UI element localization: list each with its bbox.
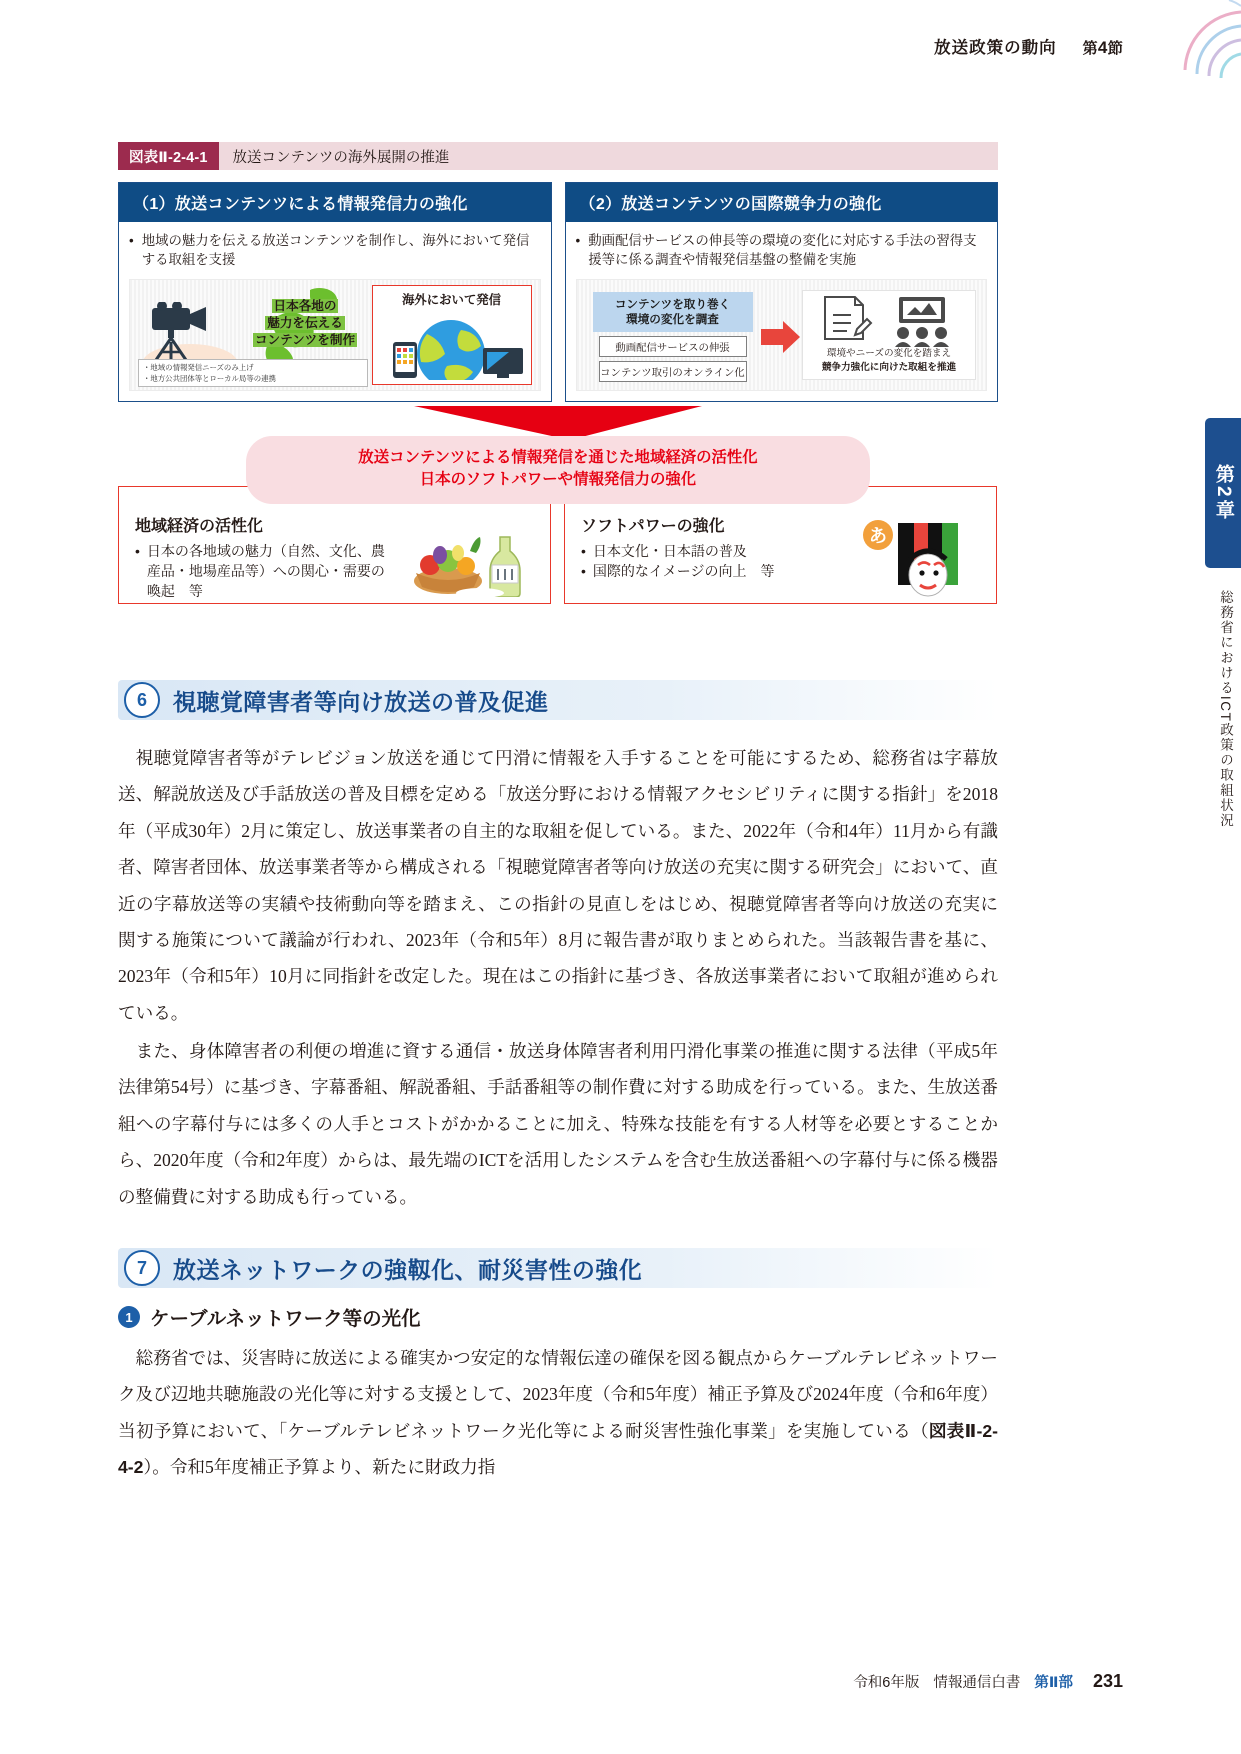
- overseas-illustration: [373, 308, 529, 380]
- vegetables-sake-basket-icon: [408, 521, 540, 597]
- panel-1-green-label: [240, 298, 370, 349]
- paragraph-after-ref: ）。令和5年度補正予算より、新たに財政力指: [143, 1457, 496, 1478]
- paragraph-text: また、身体障害者の利便の増進に資する通信・放送身体障害者利用円滑化事業の推進に関する法律（平成5年法律第54号）に基づき、字幕番組、解説番組、手話番組等の制作費に対する助成を行っている。また、生放送番組への字幕付与には多くの人手とコストがかかることに加え、特殊な技能を有する人材等を必要とすることから、2020年度（令和2年度）からは、最先端のICTを活用したシステムを含む生放送番組への字幕付与に係る機器の整備費に対する助成も行っている。: [118, 1041, 998, 1207]
- outcome-1-title: 地域経済の活性化: [135, 517, 264, 535]
- subsection-title: ケーブルネットワーク等の光化: [150, 1308, 421, 1330]
- survey-item-1: 動画配信サービスの伸張: [599, 336, 747, 357]
- figure-number-tag: 図表Ⅱ-2-4-1: [118, 142, 219, 170]
- document-pencil-icon: [825, 297, 871, 339]
- footer-book-title: 情報通信白書: [933, 1675, 1021, 1691]
- bullet-dot-icon: •: [581, 542, 586, 559]
- competitiveness-caption-line-2: 競争力強化に向けた取組を推進: [821, 361, 957, 373]
- panel-1-bullet: [129, 231, 541, 270]
- paragraph-before-ref: 総務省では、災害時に放送による確実かつ安定的な情報伝達の確保を図る観点からケーブルテレビネットワーク及び辺地共聴施設の光化等に対する支援として、2023年度（令和5年度）補正予算及び2024年度（令和6年度）当初予算において、「ケーブルテレビネットワーク光化等による耐災害性強化事業」を実施している（: [118, 1348, 998, 1441]
- video-camera-icon: [146, 302, 220, 362]
- section-6-paragraph-1: [118, 740, 998, 1031]
- section-indicator: 第4節: [1082, 38, 1123, 57]
- survey-item-2: コンテンツ取引のオンライン化: [599, 361, 747, 382]
- section-6-paragraph-2: [118, 1033, 998, 1215]
- section-7-paragraph: [118, 1340, 998, 1486]
- sake-bottle: [490, 537, 520, 597]
- survey-heading-line-1: コンテンツを取り巻く: [614, 297, 731, 311]
- panel-2-bullet-text: 動画配信サービスの伸長等の環境の変化に対応する手法の習得支援等に係る調査や情報発信基盤の整備を実施: [588, 233, 977, 268]
- figure-ii-2-4-1: [118, 142, 998, 604]
- bullet-dot-icon: •: [575, 233, 581, 248]
- banner-line-1: 放送コンテンツによる情報発信を通じた地域経済の活性化: [358, 448, 758, 466]
- competitiveness-caption-line-1: 環境やニーズの変化を踏まえ: [826, 348, 952, 360]
- header-decoration: [1111, 0, 1241, 105]
- funnel-arrow-container: [118, 406, 998, 440]
- figure-caption-row: [118, 142, 998, 170]
- paragraph-text: [118, 1340, 998, 1486]
- red-down-funnel-icon: [118, 406, 998, 440]
- survey-card-heading: [593, 292, 753, 332]
- green-label-line-1: 日本各地の: [273, 298, 337, 313]
- bullet-dot-icon: •: [581, 562, 586, 579]
- chapter-side-title: 総務省におけるICT政策の取組状況: [1218, 590, 1233, 829]
- outcome-1-item-text: 日本の各地域の魅力（自然、文化、農産品・地場産品等）への関心・需要の喚起 等: [146, 542, 385, 600]
- page-running-header: [934, 34, 1123, 58]
- figure-panel-2: [565, 182, 999, 402]
- banner-line-2: 日本のソフトパワーや情報発信力の強化: [419, 471, 697, 489]
- overseas-box-title: 海外において発信: [401, 292, 502, 307]
- panel-2-body: [566, 222, 998, 401]
- footnote-line-1: ・地域の情報発信ニーズのみ上げ: [143, 362, 254, 372]
- overseas-broadcast-box: [372, 285, 532, 385]
- section-7-title: 放送ネットワークの強靱化、耐災害性の強化: [173, 1256, 643, 1283]
- section-7-number: 7: [124, 1250, 160, 1286]
- bullet-dot-icon: •: [129, 233, 134, 248]
- panel-2-bullet: [576, 231, 988, 270]
- page-footer: [0, 1671, 1241, 1692]
- presentation-people-icon: [895, 297, 949, 347]
- panel-1-heading: （1）放送コンテンツによる情報発信力の強化: [119, 183, 551, 222]
- survey-heading-line-2: 環境の変化を調査: [626, 312, 719, 326]
- paragraph-text: 視聴覚障害者等がテレビジョン放送を通じて円滑に情報を入手することを可能にするため、総務省は字幕放送、解説放送及び手話放送の普及目標を定める「放送分野における情報アクセシビリティに関する指針」を2018年（平成30年）2月に策定し、放送事業者の自主的な取組を促している。また、2022年（令和4年）11月から有識者、障害者団体、放送事業者等から構成される「視聴覚障害者等向け放送の充実に関する研究会」において、直近の字幕放送等の実績や技術動向等を踏まえ、この指針の見直しをはじめ、視聴覚障害者等向け放送の充実に関する施策について議論が行われ、2023年（令和5年）8月に報告書が取りまとめられた。当該報告書を基に、2023年（令和5年）10月に同指針を改定した。現在はこの指針に基づき、各放送事業者において取組が進められている。: [118, 748, 998, 1023]
- competitiveness-icons: [803, 291, 973, 347]
- subsection-heading-1: [118, 1303, 421, 1331]
- figure-panel-1: [118, 182, 552, 402]
- running-title: 放送政策の動向: [934, 39, 1057, 57]
- page-number: 231: [1092, 1671, 1123, 1691]
- competitiveness-caption: [803, 347, 975, 375]
- panel-1-body: [119, 222, 551, 401]
- subsection-number: 1: [118, 1306, 140, 1328]
- smartphone-icon: [393, 342, 417, 378]
- kabuki-face: [909, 551, 947, 596]
- panel-2-heading: （2）放送コンテンツの国際競争力の強化: [566, 183, 998, 222]
- red-right-arrow-icon: [761, 320, 801, 354]
- section-6-title: 視聴覚障害者等向け放送の普及促進: [173, 688, 549, 715]
- green-label-line-3: コンテンツを制作: [254, 332, 356, 347]
- figure-title: 放送コンテンツの海外展開の推進: [219, 142, 998, 170]
- hiragana-kabuki-icon: [860, 519, 986, 597]
- panel-1-bullet-text: 地域の魅力を伝える放送コンテンツを制作し、海外において発信する取組を支援: [141, 233, 530, 268]
- section-heading-7: [118, 1248, 998, 1288]
- outcome-2-title: ソフトパワーの強化: [581, 517, 725, 535]
- green-label-line-2: 魅力を伝える: [267, 315, 343, 330]
- panel-1-footnote: [138, 359, 368, 387]
- chapter-tab-label: 第2章: [1212, 464, 1234, 522]
- chapter-thumb-tab: [1205, 418, 1241, 568]
- svg-text:あ: あ: [869, 525, 887, 546]
- outcome-banner: [246, 436, 870, 504]
- panel-2-illustration: [576, 279, 988, 391]
- outcome-2-item-1-text: 日本文化・日本語の普及: [592, 542, 747, 559]
- section-heading-6: [118, 680, 998, 720]
- outcome-2-item-2-text: 国際的なイメージの向上 等: [592, 562, 775, 579]
- figure-panels: [118, 182, 998, 402]
- footer-part: 第Ⅱ部: [1034, 1675, 1073, 1691]
- footer-edition: 令和6年版: [853, 1675, 920, 1691]
- panel-1-illustration: [129, 279, 541, 391]
- figure-reference-link[interactable]: 図表Ⅱ-2-4-2: [118, 1420, 998, 1478]
- competitiveness-card: [802, 290, 976, 380]
- content-survey-card: [593, 292, 753, 382]
- bullet-dot-icon: •: [135, 542, 140, 559]
- monitor-icon: [483, 348, 523, 378]
- section-6-number: 6: [124, 682, 160, 718]
- footnote-line-2: ・地方公共団体等とローカル局等の連携: [143, 373, 276, 383]
